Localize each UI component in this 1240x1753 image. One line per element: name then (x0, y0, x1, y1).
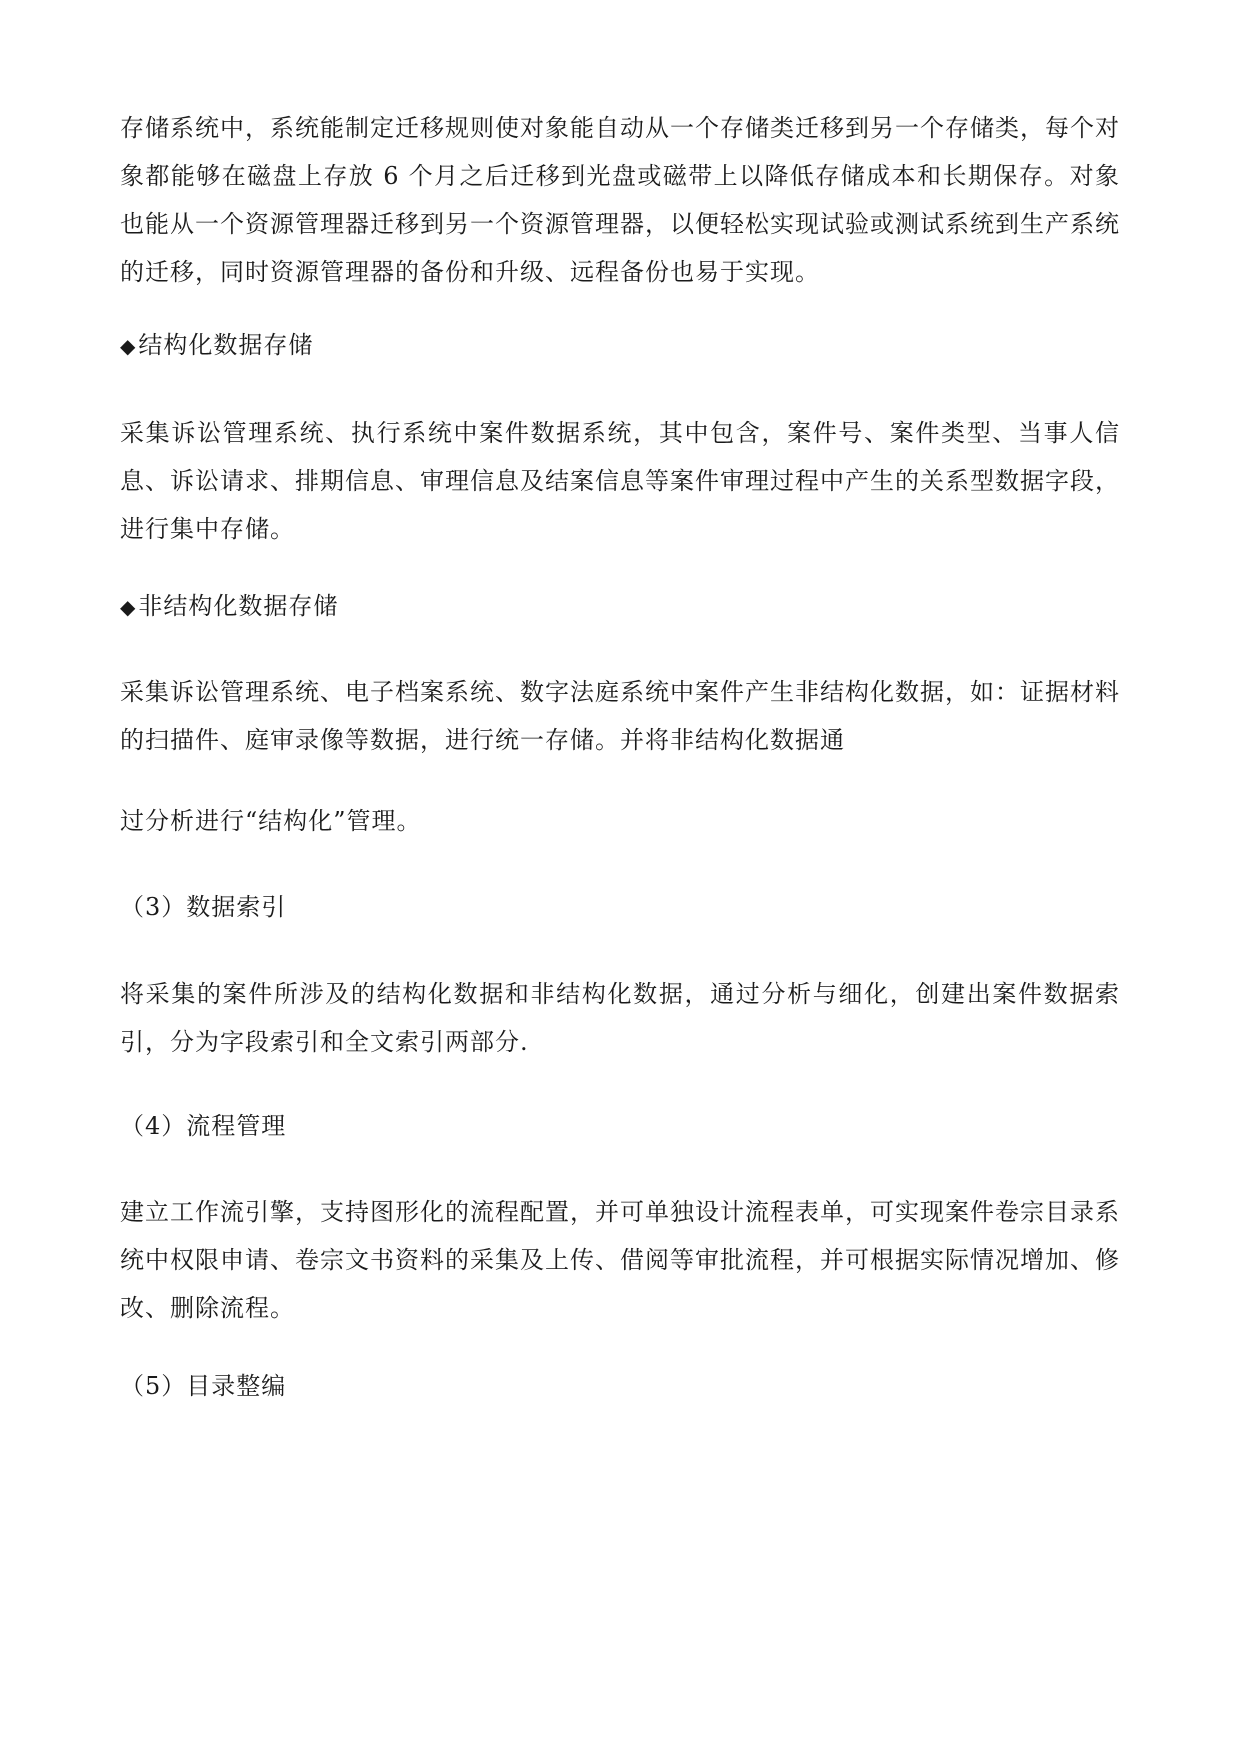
heading-structured-storage-label: 结构化数据存储 (138, 331, 314, 359)
heading-workflow-management: （4）流程管理 (120, 1112, 287, 1140)
heading-unstructured-storage (120, 582, 338, 631)
paragraph-unstructured-storage: 采集诉讼管理系统、电子档案系统、数字法庭系统中案件产生非结构化数据，如：证据材料的扫描件、庭审录像等数据，进行统一存储。并将非结构化数据通 (120, 678, 1120, 754)
paragraph-structured-storage: 采集诉讼管理系统、执行系统中案件数据系统，其中包含，案件号、案件类型、当事人信息、诉讼请求、排期信息、审理信息及结案信息等案件审理过程中产生的关系型数据字段，进行集中存储。 (120, 419, 1120, 543)
paragraph-unstructured-continuation: 过分析进行“结构化”管理。 (120, 807, 422, 835)
paragraph-workflow-management: 建立工作流引擎，支持图形化的流程配置，并可单独设计流程表单，可实现案件卷宗目录系统中权限申请、卷宗文书资料的采集及上传、借阅等审批流程，并可根据实际情况增加、修改、删除流程。 (120, 1198, 1120, 1322)
paragraph-storage-migration: 存储系统中，系统能制定迁移规则使对象能自动从一个存储类迁移到另一个存储类，每个对象都能够在磁盘上存放 6 个月之后迁移到光盘或磁带上以降低存储成本和长期保存。对象也能从一个资源管理器迁移到另一个资源管理器，以便轻松实现试验或测试系统到生产系统的迁移，同时资源管理器的备份和升级、远程备份也易于实现。 (120, 114, 1120, 286)
diamond-bullet-icon: ◆ (120, 334, 137, 358)
paragraph-data-index: 将采集的案件所涉及的结构化数据和非结构化数据，通过分析与细化，创建出案件数据索引，分为字段索引和全文索引两部分. (120, 980, 1120, 1056)
heading-structured-storage (120, 321, 313, 370)
heading-unstructured-storage-label: 非结构化数据存储 (138, 592, 339, 620)
diamond-bullet-icon: ◆ (120, 595, 137, 619)
heading-catalog-compilation: （5）目录整编 (120, 1372, 287, 1400)
heading-data-index: （3）数据索引 (120, 893, 287, 921)
